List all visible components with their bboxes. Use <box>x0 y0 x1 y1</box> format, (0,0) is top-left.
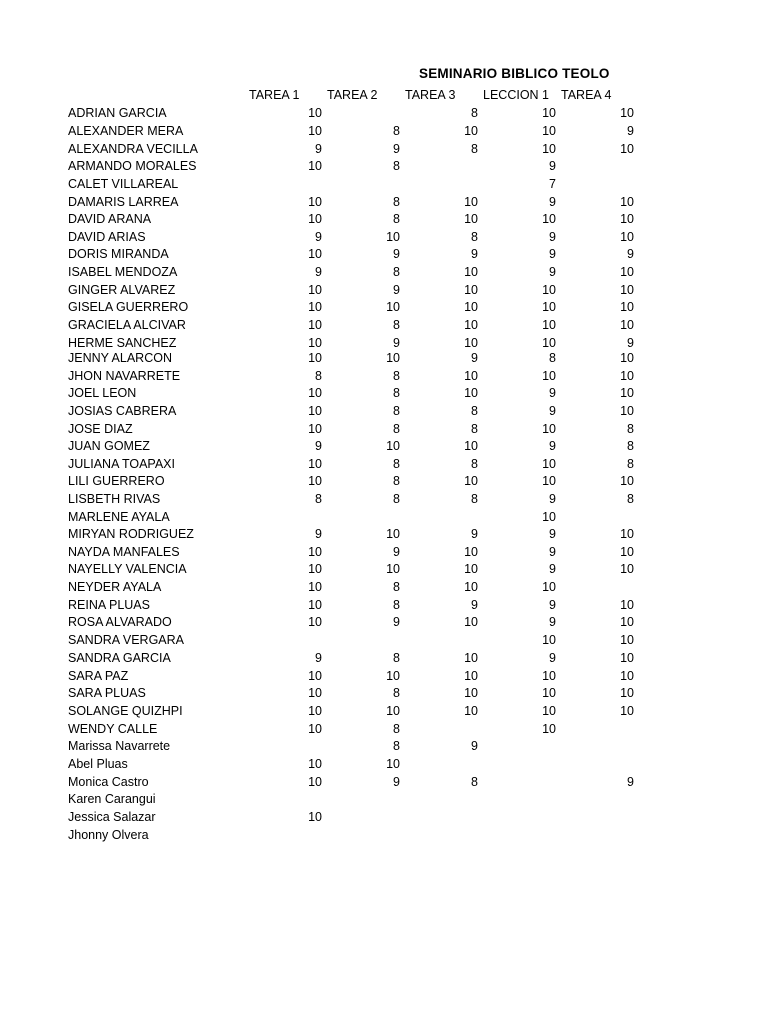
table-row <box>0 651 768 668</box>
student-name: GISELA GUERRERO <box>68 300 189 314</box>
score-cell: 10 <box>620 106 634 120</box>
table-row <box>0 212 768 229</box>
score-cell: 10 <box>464 580 478 594</box>
score-cell: 9 <box>549 230 556 244</box>
table-row <box>0 633 768 650</box>
student-name: WENDY CALLE <box>68 722 158 736</box>
score-cell: 8 <box>471 106 478 120</box>
score-cell: 9 <box>549 247 556 261</box>
score-cell: 10 <box>308 598 322 612</box>
student-name: DAMARIS LARREA <box>68 195 179 209</box>
student-name: SANDRA VERGARA <box>68 633 185 647</box>
score-cell: 10 <box>386 704 400 718</box>
score-cell: 9 <box>549 159 556 173</box>
score-cell: 10 <box>542 633 556 647</box>
score-cell: 9 <box>627 124 634 138</box>
score-cell: 10 <box>620 686 634 700</box>
score-cell: 10 <box>308 669 322 683</box>
score-cell: 9 <box>393 283 400 297</box>
score-cell: 7 <box>549 177 556 191</box>
score-cell: 9 <box>471 351 478 365</box>
score-cell: 8 <box>471 142 478 156</box>
score-cell: 10 <box>464 318 478 332</box>
score-cell: 9 <box>393 545 400 559</box>
score-cell: 10 <box>386 669 400 683</box>
table-row <box>0 580 768 597</box>
score-cell: 10 <box>464 474 478 488</box>
score-cell: 9 <box>315 230 322 244</box>
score-cell: 10 <box>308 300 322 314</box>
table-row <box>0 142 768 159</box>
score-cell: 8 <box>393 369 400 383</box>
score-cell: 10 <box>542 474 556 488</box>
score-cell: 10 <box>308 615 322 629</box>
table-row <box>0 230 768 247</box>
score-cell: 10 <box>464 300 478 314</box>
student-name: DORIS MIRANDA <box>68 247 169 261</box>
score-cell: 10 <box>542 300 556 314</box>
score-cell: 8 <box>393 739 400 753</box>
score-cell: 10 <box>620 230 634 244</box>
score-cell: 9 <box>393 775 400 789</box>
student-name: NAYDA MANFALES <box>68 545 180 559</box>
score-cell: 10 <box>386 562 400 576</box>
table-row <box>0 265 768 282</box>
table-row <box>0 545 768 562</box>
score-cell: 10 <box>542 510 556 524</box>
score-cell: 10 <box>620 265 634 279</box>
table-row <box>0 527 768 544</box>
table-row <box>0 247 768 264</box>
table-row <box>0 386 768 403</box>
student-name: JHON NAVARRETE <box>68 369 181 383</box>
score-cell: 10 <box>620 669 634 683</box>
table-row <box>0 124 768 141</box>
student-name: JENNY ALARCON <box>68 351 172 365</box>
table-row <box>0 195 768 212</box>
student-name: JOSE DIAZ <box>68 422 133 436</box>
score-cell: 10 <box>308 106 322 120</box>
score-cell: 9 <box>315 439 322 453</box>
table-row <box>0 404 768 421</box>
score-cell: 10 <box>620 474 634 488</box>
student-name: MIRYAN RODRIGUEZ <box>68 527 194 541</box>
score-cell: 10 <box>308 704 322 718</box>
score-cell: 10 <box>386 757 400 771</box>
student-name: Marissa Navarrete <box>68 739 171 753</box>
score-cell: 9 <box>627 336 634 350</box>
score-cell: 10 <box>620 369 634 383</box>
score-cell: 10 <box>308 336 322 350</box>
score-cell: 9 <box>315 142 322 156</box>
score-cell: 9 <box>549 265 556 279</box>
score-cell: 8 <box>471 404 478 418</box>
score-cell: 10 <box>620 545 634 559</box>
student-name: LILI GUERRERO <box>68 474 165 488</box>
score-cell: 10 <box>620 704 634 718</box>
score-cell: 10 <box>620 598 634 612</box>
score-cell: 10 <box>542 283 556 297</box>
table-row <box>0 810 768 827</box>
score-cell: 8 <box>393 195 400 209</box>
table-row <box>0 562 768 579</box>
student-name: ISABEL MENDOZA <box>68 265 178 279</box>
header-tarea-4: TAREA 4 <box>561 88 612 102</box>
score-cell: 8 <box>393 492 400 506</box>
score-cell: 10 <box>464 124 478 138</box>
student-name: ALEXANDRA VECILLA <box>68 142 198 156</box>
table-row <box>0 598 768 615</box>
table-row <box>0 686 768 703</box>
score-cell: 10 <box>386 527 400 541</box>
score-cell: 9 <box>627 775 634 789</box>
score-cell: 9 <box>549 562 556 576</box>
header-tarea-1: TAREA 1 <box>249 88 300 102</box>
score-cell: 10 <box>464 265 478 279</box>
table-row <box>0 457 768 474</box>
score-cell: 10 <box>620 195 634 209</box>
score-cell: 10 <box>620 633 634 647</box>
score-cell: 10 <box>620 318 634 332</box>
score-cell: 10 <box>464 283 478 297</box>
student-name: NAYELLY VALENCIA <box>68 562 187 576</box>
score-cell: 10 <box>308 212 322 226</box>
score-cell: 8 <box>393 686 400 700</box>
table-row <box>0 775 768 792</box>
score-cell: 10 <box>464 545 478 559</box>
student-name: Jessica Salazar <box>68 810 156 824</box>
score-cell: 10 <box>464 562 478 576</box>
score-cell: 9 <box>471 247 478 261</box>
score-cell: 10 <box>542 369 556 383</box>
student-name: GINGER ALVAREZ <box>68 283 176 297</box>
score-cell: 10 <box>308 580 322 594</box>
score-cell: 10 <box>464 369 478 383</box>
score-cell: 10 <box>308 124 322 138</box>
score-cell: 10 <box>308 810 322 824</box>
student-name: ARMANDO MORALES <box>68 159 197 173</box>
score-cell: 10 <box>464 669 478 683</box>
student-name: NEYDER AYALA <box>68 580 162 594</box>
table-row <box>0 369 768 386</box>
score-cell: 10 <box>620 300 634 314</box>
score-cell: 8 <box>627 439 634 453</box>
score-cell: 8 <box>393 265 400 279</box>
score-cell: 9 <box>393 247 400 261</box>
table-row <box>0 492 768 509</box>
score-cell: 10 <box>542 669 556 683</box>
score-cell: 9 <box>393 336 400 350</box>
table-row <box>0 300 768 317</box>
student-name: DAVID ARIAS <box>68 230 146 244</box>
student-name: JULIANA TOAPAXI <box>68 457 175 471</box>
score-cell: 10 <box>464 651 478 665</box>
header-tarea-2: TAREA 2 <box>327 88 378 102</box>
score-cell: 10 <box>464 336 478 350</box>
score-cell: 10 <box>386 230 400 244</box>
score-cell: 8 <box>393 212 400 226</box>
score-cell: 10 <box>464 704 478 718</box>
table-row <box>0 106 768 123</box>
table-row <box>0 828 768 845</box>
header-tarea-3: TAREA 3 <box>405 88 456 102</box>
table-row <box>0 474 768 491</box>
student-name: HERME SANCHEZ <box>68 336 177 350</box>
table-row <box>0 439 768 456</box>
score-cell: 10 <box>620 142 634 156</box>
score-cell: 10 <box>620 651 634 665</box>
score-cell: 9 <box>471 598 478 612</box>
student-name: REINA PLUAS <box>68 598 150 612</box>
score-cell: 8 <box>393 474 400 488</box>
score-cell: 8 <box>393 124 400 138</box>
score-cell: 9 <box>549 651 556 665</box>
score-cell: 10 <box>308 457 322 471</box>
score-cell: 10 <box>308 404 322 418</box>
student-name: Jhonny Olvera <box>68 828 149 842</box>
score-cell: 10 <box>464 615 478 629</box>
table-row <box>0 177 768 194</box>
score-cell: 10 <box>620 351 634 365</box>
table-row <box>0 615 768 632</box>
score-cell: 10 <box>308 474 322 488</box>
score-cell: 9 <box>393 142 400 156</box>
score-cell: 10 <box>308 159 322 173</box>
table-row <box>0 722 768 739</box>
table-row <box>0 159 768 176</box>
score-cell: 10 <box>464 195 478 209</box>
student-name: ROSA ALVARADO <box>68 615 172 629</box>
score-cell: 10 <box>386 439 400 453</box>
score-cell: 10 <box>542 457 556 471</box>
student-name: SANDRA GARCIA <box>68 651 171 665</box>
score-cell: 10 <box>542 318 556 332</box>
score-cell: 8 <box>393 318 400 332</box>
score-cell: 8 <box>315 492 322 506</box>
score-cell: 10 <box>620 615 634 629</box>
table-row <box>0 739 768 756</box>
score-cell: 9 <box>549 439 556 453</box>
table-row <box>0 704 768 721</box>
score-cell: 9 <box>549 404 556 418</box>
score-cell: 10 <box>620 386 634 400</box>
sheet-title: SEMINARIO BIBLICO TEOLO <box>419 66 610 81</box>
score-cell: 9 <box>471 527 478 541</box>
score-cell: 10 <box>464 386 478 400</box>
score-cell: 10 <box>308 562 322 576</box>
table-row <box>0 757 768 774</box>
score-cell: 9 <box>549 598 556 612</box>
score-cell: 9 <box>471 739 478 753</box>
score-cell: 9 <box>315 265 322 279</box>
score-cell: 9 <box>549 386 556 400</box>
score-cell: 8 <box>627 492 634 506</box>
score-cell: 10 <box>542 580 556 594</box>
score-cell: 10 <box>542 212 556 226</box>
score-cell: 8 <box>393 159 400 173</box>
score-cell: 10 <box>308 545 322 559</box>
student-name: SARA PLUAS <box>68 686 146 700</box>
student-name: SOLANGE QUIZHPI <box>68 704 183 718</box>
score-cell: 10 <box>620 283 634 297</box>
score-cell: 10 <box>620 404 634 418</box>
header-leccion-1: LECCION 1 <box>483 88 549 102</box>
score-cell: 9 <box>627 247 634 261</box>
score-cell: 9 <box>549 545 556 559</box>
student-name: SARA PAZ <box>68 669 129 683</box>
score-cell: 10 <box>542 704 556 718</box>
student-name: JOEL LEON <box>68 386 137 400</box>
score-cell: 10 <box>386 300 400 314</box>
score-cell: 8 <box>315 369 322 383</box>
score-cell: 10 <box>542 722 556 736</box>
table-row <box>0 669 768 686</box>
table-row <box>0 792 768 809</box>
score-cell: 10 <box>308 422 322 436</box>
score-cell: 10 <box>386 351 400 365</box>
student-name: Karen Carangui <box>68 792 156 806</box>
score-cell: 10 <box>308 386 322 400</box>
student-name: ALEXANDER MERA <box>68 124 184 138</box>
score-cell: 10 <box>308 757 322 771</box>
score-cell: 10 <box>308 283 322 297</box>
score-cell: 8 <box>471 775 478 789</box>
student-name: JUAN GOMEZ <box>68 439 150 453</box>
student-name: LISBETH RIVAS <box>68 492 161 506</box>
score-cell: 8 <box>393 404 400 418</box>
student-name: MARLENE AYALA <box>68 510 170 524</box>
table-row <box>0 318 768 335</box>
score-cell: 10 <box>308 686 322 700</box>
score-cell: 9 <box>549 527 556 541</box>
student-name: Abel Pluas <box>68 757 128 771</box>
score-cell: 8 <box>393 386 400 400</box>
score-cell: 9 <box>549 492 556 506</box>
score-cell: 10 <box>542 142 556 156</box>
score-cell: 10 <box>464 212 478 226</box>
score-cell: 10 <box>542 686 556 700</box>
score-cell: 9 <box>315 527 322 541</box>
table-row <box>0 283 768 300</box>
score-cell: 9 <box>393 615 400 629</box>
student-name: DAVID ARANA <box>68 212 152 226</box>
student-name: JOSIAS CABRERA <box>68 404 177 418</box>
score-cell: 10 <box>308 722 322 736</box>
table-row <box>0 422 768 439</box>
score-cell: 8 <box>393 457 400 471</box>
score-cell: 10 <box>620 212 634 226</box>
score-cell: 10 <box>308 351 322 365</box>
score-cell: 9 <box>549 615 556 629</box>
score-cell: 8 <box>549 351 556 365</box>
score-cell: 10 <box>464 439 478 453</box>
score-cell: 10 <box>308 318 322 332</box>
student-name: CALET VILLAREAL <box>68 177 179 191</box>
score-cell: 8 <box>393 598 400 612</box>
score-cell: 8 <box>393 651 400 665</box>
score-cell: 10 <box>308 247 322 261</box>
score-cell: 9 <box>315 651 322 665</box>
score-cell: 8 <box>393 422 400 436</box>
student-name: Monica Castro <box>68 775 149 789</box>
score-cell: 8 <box>471 422 478 436</box>
student-name: GRACIELA ALCIVAR <box>68 318 186 332</box>
score-cell: 8 <box>627 422 634 436</box>
score-cell: 8 <box>627 457 634 471</box>
score-cell: 10 <box>308 195 322 209</box>
score-cell: 8 <box>471 230 478 244</box>
score-cell: 10 <box>542 106 556 120</box>
score-cell: 10 <box>308 775 322 789</box>
score-cell: 10 <box>542 336 556 350</box>
table-row <box>0 351 768 368</box>
score-cell: 10 <box>620 527 634 541</box>
score-cell: 10 <box>464 686 478 700</box>
score-cell: 10 <box>542 422 556 436</box>
score-cell: 8 <box>471 492 478 506</box>
score-cell: 9 <box>549 195 556 209</box>
student-name: ADRIAN GARCIA <box>68 106 167 120</box>
table-row <box>0 510 768 527</box>
score-cell: 10 <box>620 562 634 576</box>
score-cell: 8 <box>393 722 400 736</box>
score-cell: 8 <box>471 457 478 471</box>
score-cell: 10 <box>542 124 556 138</box>
score-cell: 8 <box>393 580 400 594</box>
